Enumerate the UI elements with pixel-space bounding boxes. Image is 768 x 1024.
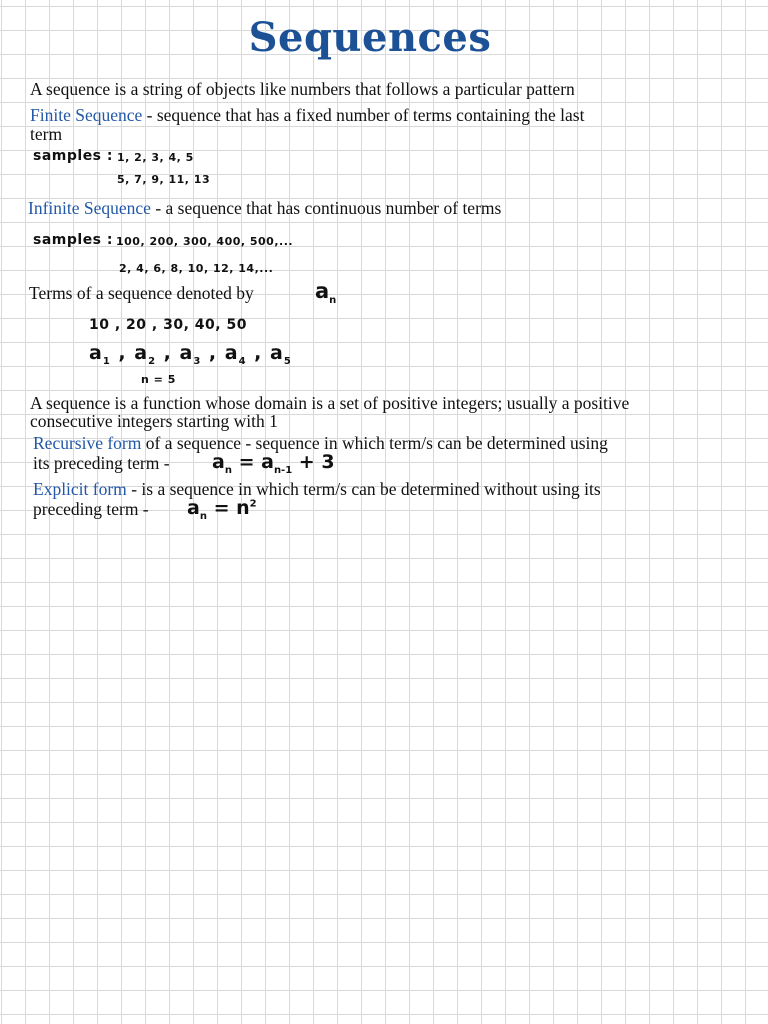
- recursive-form-text: of a sequence - sequence in which term/s can be determined using: [141, 433, 608, 453]
- recursive-definition: [33, 433, 608, 453]
- finite-definition-cont: term: [30, 124, 63, 144]
- infinite-sequence-text: - a sequence that has continuous number of terms: [150, 198, 502, 218]
- terms-n-equals: n = 5: [141, 373, 176, 386]
- recursive-definition-cont: its preceding term -: [33, 453, 170, 473]
- intro-text: A sequence is a string of objects like numbers that follows a particular pattern: [30, 79, 575, 99]
- explicit-formula: $a_n = n^2$: [187, 497, 257, 522]
- finite-samples-label: samples :: [33, 148, 113, 164]
- page-title: Sequences: [248, 14, 492, 61]
- infinite-sequence-term: Infinite Sequence: [28, 198, 151, 218]
- infinite-sample-1: 100, 200, 300, 400, 500,...: [116, 235, 294, 248]
- terms-indices: $a_1$ , $a_2$ , $a_3$ , $a_4$ , $a_5$: [89, 342, 292, 367]
- finite-sample-2: 5, 7, 9, 11, 13: [117, 173, 211, 186]
- explicit-definition-cont: preceding term -: [33, 499, 149, 519]
- infinite-sample-2: 2, 4, 6, 8, 10, 12, 14,...: [119, 262, 274, 275]
- recursive-formula: $a_n = a_{n-1} + 3$: [212, 451, 335, 476]
- explicit-form-term: Explicit form: [33, 479, 127, 499]
- finite-definition: [30, 105, 584, 125]
- function-def-line-2: consecutive integers starting with 1: [30, 411, 278, 431]
- explicit-definition: [33, 479, 601, 499]
- terms-values: 10 , 20 , 30, 40, 50: [89, 317, 247, 333]
- finite-sequence-term: Finite Sequence: [30, 105, 143, 125]
- terms-text: Terms of a sequence denoted by: [29, 283, 254, 303]
- finite-sample-1: 1, 2, 3, 4, 5: [117, 151, 194, 164]
- terms-symbol: $a_n$: [315, 279, 337, 307]
- finite-sequence-text: - sequence that has a fixed number of terms containing the last: [142, 105, 585, 125]
- infinite-definition: [28, 198, 501, 218]
- recursive-form-term: Recursive form: [33, 433, 142, 453]
- function-def-line-1: A sequence is a function whose domain is a set of positive integers; usually a positive: [30, 393, 630, 413]
- explicit-form-text: - is a sequence in which term/s can be determined without using its: [126, 479, 601, 499]
- infinite-samples-label: samples :: [33, 232, 113, 248]
